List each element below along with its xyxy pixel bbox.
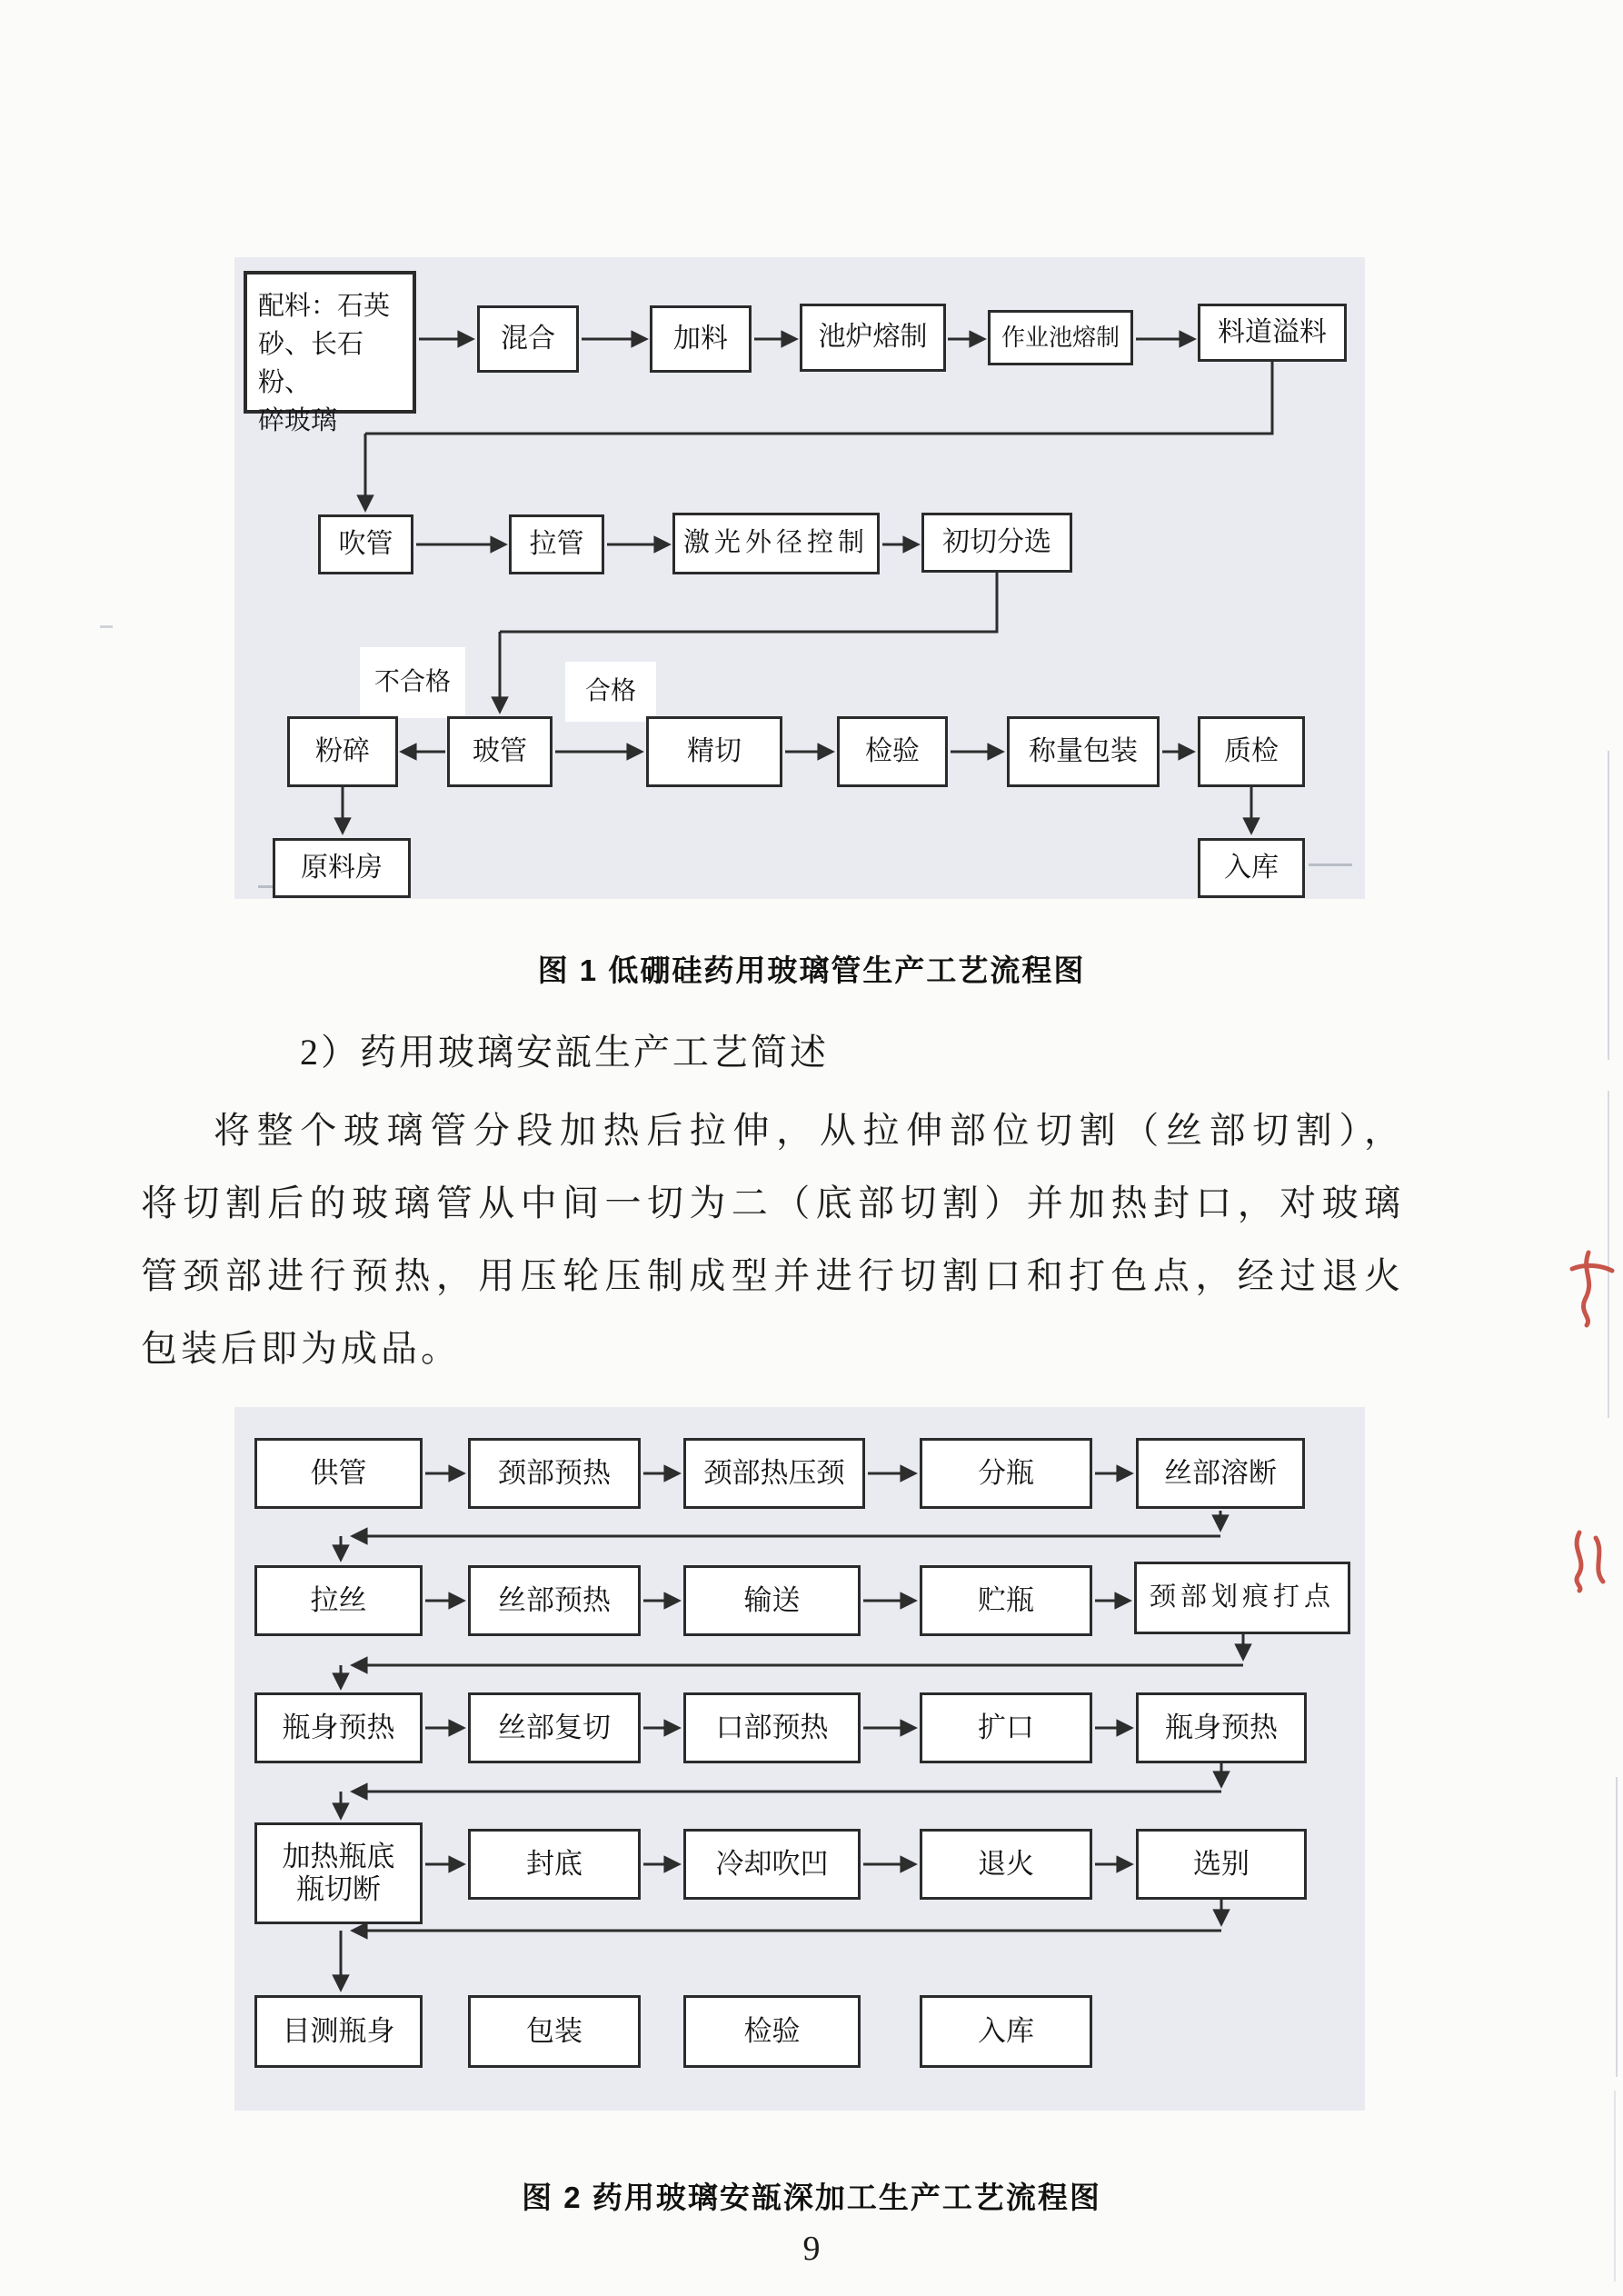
flow-node-working-tank-melting: 作业池熔制	[988, 310, 1133, 365]
flow-node-glass-tube: 玻管	[447, 716, 553, 787]
flow-node-feeder-overflow: 料道溢料	[1198, 304, 1347, 362]
batching-line: 碎玻璃	[258, 406, 338, 436]
heat-bottom-line: 加热瓶底	[282, 1841, 395, 1873]
flow-node-warehousing: 入库	[1198, 838, 1305, 898]
flow-node-laser-od-control: 激光外径控制	[672, 513, 880, 574]
heat-bottom-line: 瓶切断	[296, 1873, 381, 1905]
flow-node-wire-preheat: 丝部预热	[468, 1565, 641, 1636]
flow-node-vial-storage: 贮瓶	[920, 1565, 1092, 1636]
flow-node-visual-check: 目测瓶身	[254, 1995, 423, 2068]
flow-node-tank-furnace-melting: 池炉熔制	[800, 304, 946, 372]
paragraph-line: 将切割后的玻璃管从中间一切为二（底部切割）并加热封口，对玻璃	[141, 1183, 1404, 1223]
figure1-caption: 图 1 低硼硅药用玻璃管生产工艺流程图	[537, 953, 1086, 987]
flow-node-wire-recut: 丝部复切	[468, 1692, 641, 1763]
flow-node-draw-wire: 拉丝	[254, 1565, 423, 1636]
page-number: 9	[802, 2230, 821, 2268]
flow-node-packing: 包装	[468, 1995, 641, 2068]
flow-node-quality-check: 质检	[1198, 716, 1305, 787]
flow-node-seal-bottom: 封底	[468, 1829, 641, 1900]
red-pen-mark	[1572, 1253, 1612, 1591]
paragraph-line: 将整个玻璃管分段加热后拉伸，从拉伸部位切割（丝部切割），	[214, 1110, 1404, 1151]
flow-node-feeding: 加料	[650, 305, 752, 373]
flow-node-final-warehousing: 入库	[920, 1995, 1092, 2068]
figure2-caption: 图 2 药用玻璃安瓿深加工生产工艺流程图	[522, 2181, 1101, 2214]
flow-node-initial-cut-sorting: 初切分选	[921, 513, 1072, 573]
flow-node-split-vial: 分瓶	[920, 1438, 1092, 1509]
flow-node-precision-cut: 精切	[646, 716, 782, 787]
paragraph-line: 包装后即为成品。	[141, 1328, 461, 1369]
flow-node-annealing: 退火	[920, 1829, 1092, 1900]
flow-node-neck-scribe-mark: 颈部划痕打点	[1134, 1562, 1350, 1634]
flow-node-body-preheat-2: 瓶身预热	[1136, 1692, 1307, 1763]
flow-node-raw-material-room: 原料房	[273, 838, 411, 898]
flow-node-supply-tube: 供管	[254, 1438, 423, 1509]
flow-node-cooling-blow: 冷却吹凹	[683, 1829, 861, 1900]
flow-node-crushing: 粉碎	[287, 716, 398, 787]
flow-node-weigh-and-pack: 称量包装	[1007, 716, 1160, 787]
flow-node-blow-tube: 吹管	[318, 514, 413, 574]
flow-node-body-preheat-1: 瓶身预热	[254, 1692, 423, 1763]
flow-node-batching	[244, 271, 416, 436]
flow-node-sorting: 选别	[1136, 1829, 1307, 1900]
flow-node-heat-bottom-cutoff	[254, 1822, 423, 1924]
flow-node-draw-tube: 拉管	[509, 514, 604, 574]
batching-line: 砂、长石粉、	[258, 330, 364, 398]
section-heading: 2）药用玻璃安瓿生产工艺简述	[300, 1032, 829, 1073]
batching-line: 配料：石英	[258, 292, 391, 321]
paragraph-line: 管颈部进行预热，用压轮压制成型并进行切割口和打色点，经过退火	[141, 1255, 1404, 1296]
flow-node-final-inspection: 检验	[683, 1995, 861, 2068]
flow-node-wire-melt-cut: 丝部溶断	[1136, 1438, 1305, 1509]
flow-node-neck-hot-press: 颈部热压颈	[683, 1438, 865, 1509]
flow-node-mouth-preheat: 口部预热	[683, 1692, 861, 1763]
flow-node-mixing: 混合	[477, 305, 579, 373]
label-unqualified: 不合格	[360, 647, 465, 718]
flow-node-conveying: 输送	[683, 1565, 861, 1636]
label-qualified: 合格	[565, 662, 656, 722]
flow-node-flaring: 扩口	[920, 1692, 1092, 1763]
flow-node-inspection: 检验	[837, 716, 948, 787]
flow-node-neck-preheat: 颈部预热	[468, 1438, 641, 1509]
